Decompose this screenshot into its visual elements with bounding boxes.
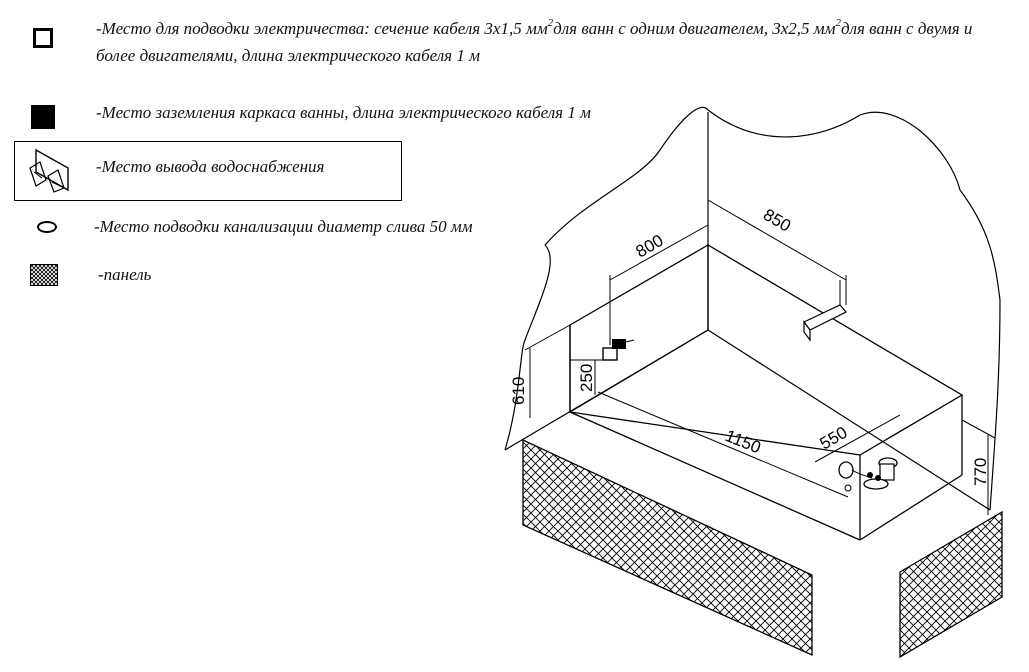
grounding-legend-text: -Место заземления каркаса ванны, длина электрического кабеля 1 м — [96, 103, 591, 122]
electric-text-part1: -Место для подводки электричества: сечение кабеля 3х1,5 мм — [96, 19, 548, 38]
electric-text-part2: для ванн с одним двигателем, 3х2,5 мм — [553, 19, 836, 38]
electric-legend-line2: более двигателями, длина электрического кабеля 1 м — [96, 46, 480, 65]
drain-legend-text: -Место подводки канализации диаметр слива 50 мм — [94, 217, 473, 236]
dim-1150: 1150 — [722, 426, 764, 458]
bathtub-top-face — [570, 245, 962, 458]
side-panel — [900, 512, 1002, 657]
dim-770: 770 — [971, 457, 990, 486]
electric-box — [603, 348, 617, 360]
grounding-box — [612, 339, 626, 349]
front-panel — [523, 440, 812, 655]
electric-sup1: 2 — [547, 17, 554, 29]
water-supply-legend-text: -Место вывода водоснабжения — [96, 157, 325, 176]
dim-850: 850 — [760, 205, 795, 236]
electric-text-part3: для ванн с двумя и — [840, 19, 973, 38]
dim-800: 800 — [632, 230, 667, 262]
panel-legend-text: -панель — [98, 265, 152, 284]
drain — [839, 462, 853, 478]
electric-sup2: 2 — [835, 17, 841, 29]
water-outlet — [804, 305, 846, 330]
dim-610: 610 — [509, 376, 528, 405]
dim-250: 250 — [577, 363, 596, 392]
dim-550: 550 — [816, 422, 851, 454]
